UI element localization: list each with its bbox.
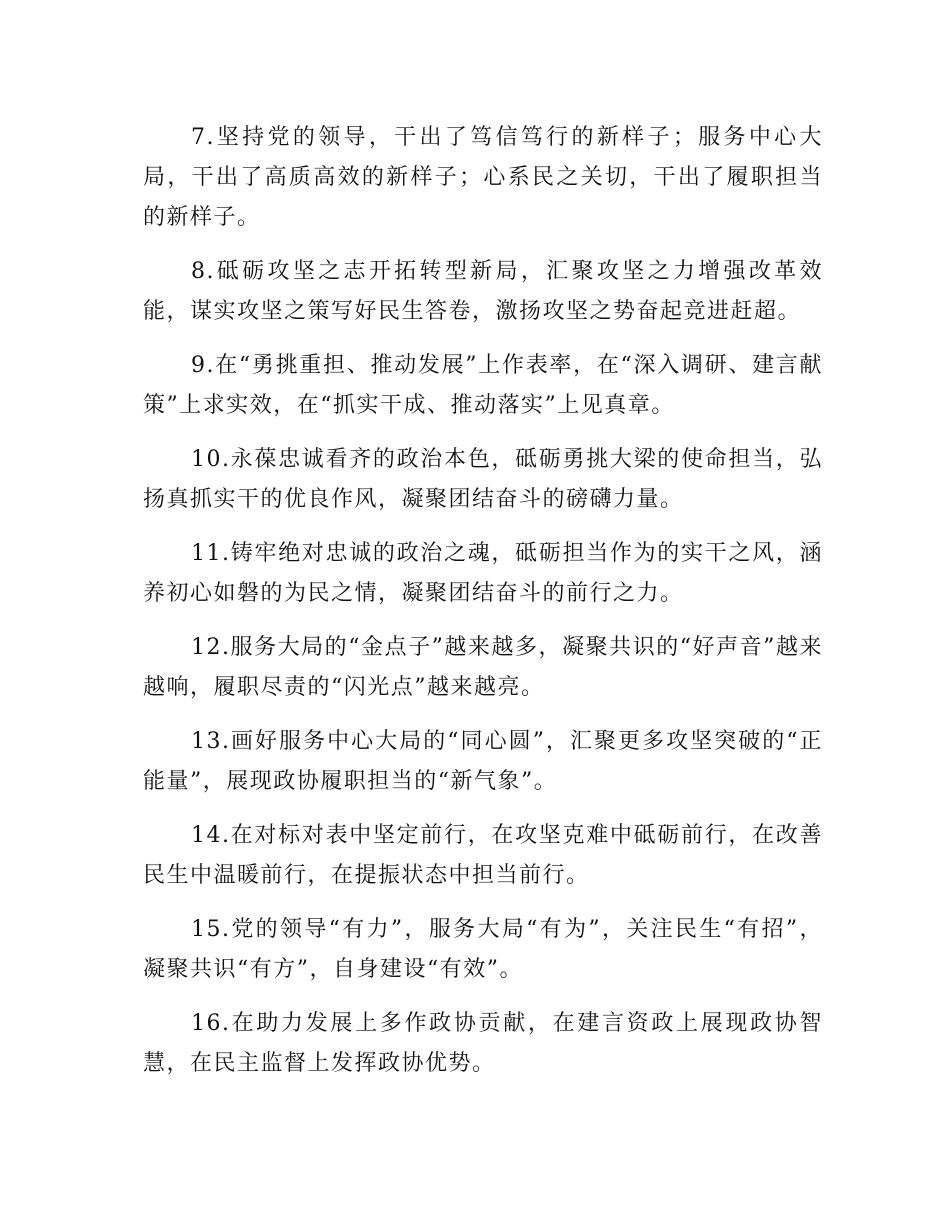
paragraph-8: 8.砥砺攻坚之志开拓转型新局，汇聚攻坚之力增强改革效能，谋实攻坚之策写好民生答卷，激扬攻坚之势奋起竞进赶超。 [143, 259, 823, 324]
paragraph-15: 15.党的领导“有力”，服务大局“有为”，关注民生“有招”，凝聚共识“有方”，自身建设“有效”。 [143, 917, 823, 982]
paragraph-12: 12.服务大局的“金点子”越来越多，凝聚共识的“好声音”越来越响，履职尽责的“闪光点”越来越亮。 [143, 635, 823, 700]
paragraph-11: 11.铸牢绝对忠诚的政治之魂，砥砺担当作为的实干之风，涵养初心如磐的为民之情，凝聚团结奋斗的前行之力。 [143, 541, 823, 606]
paragraph-13: 13.画好服务中心大局的“同心圆”，汇聚更多攻坚突破的“正能量”，展现政协履职担当的“新气象”。 [143, 729, 823, 794]
document-body [143, 118, 823, 1098]
paragraph-10: 10.永葆忠诚看齐的政治本色，砥砺勇挑大梁的使命担当，弘扬真抓实干的优良作风，凝聚团结奋斗的磅礴力量。 [143, 447, 823, 512]
paragraph-14: 14.在对标对表中坚定前行，在攻坚克难中砥砺前行，在改善民生中温暖前行，在提振状态中担当前行。 [143, 823, 823, 888]
paragraph-7: 7.坚持党的领导，干出了笃信笃行的新样子；服务中心大局，干出了高质高效的新样子；心系民之关切，干出了履职担当的新样子。 [143, 125, 823, 230]
paragraph-16: 16.在助力发展上多作政协贡献，在建言资政上展现政协智慧，在民主监督上发挥政协优势。 [143, 1011, 823, 1076]
paragraph-9: 9.在“勇挑重担、推动发展”上作表率，在“深入调研、建言献策”上求实效，在“抓实干成、推动落实”上见真章。 [143, 353, 823, 418]
